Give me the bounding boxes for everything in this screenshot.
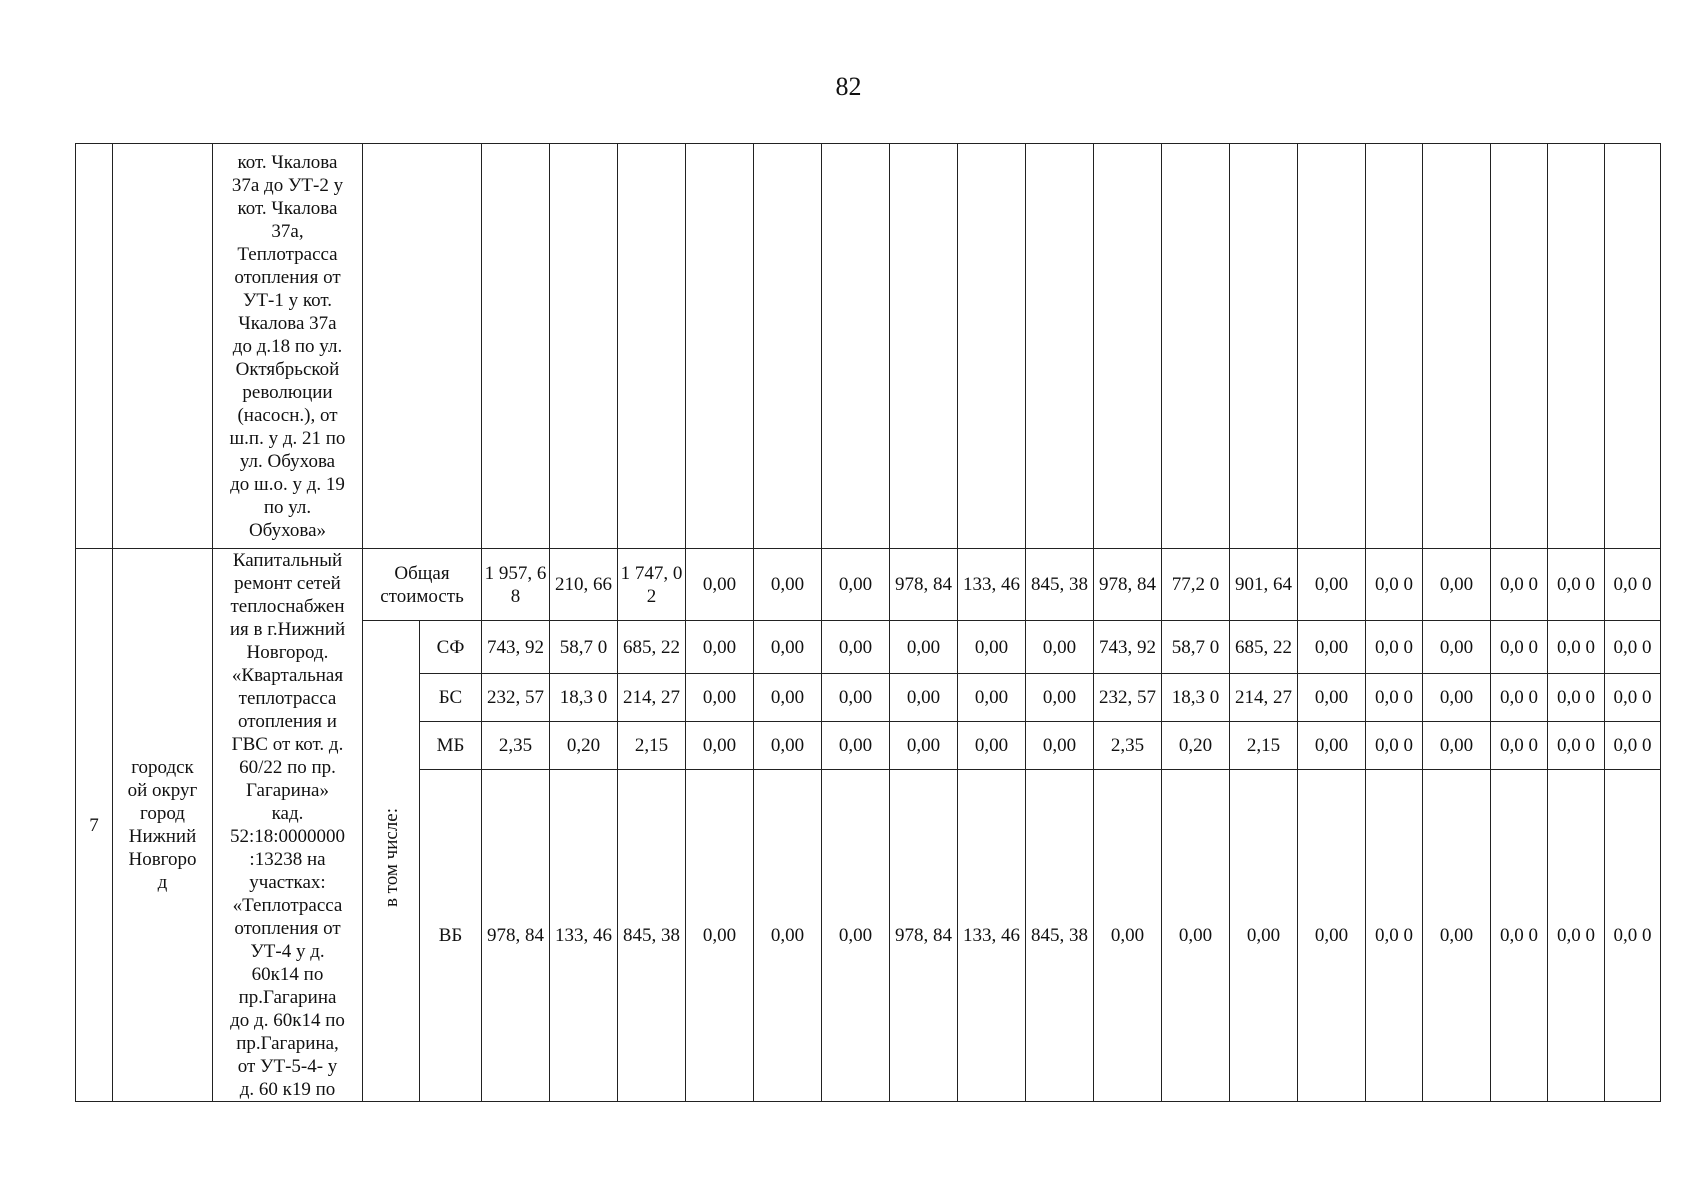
value-cell: 0,00 [822,549,890,621]
value-cell: 0,00 [1298,674,1366,722]
value-cell: 0,0 0 [1548,722,1605,770]
value-cell: 978, 84 [482,770,550,1102]
value-cell: 18,3 0 [1162,674,1230,722]
total-row [76,549,1661,621]
value-cell: 845, 38 [1026,770,1094,1102]
value-cell: 2,35 [482,722,550,770]
value-cell: 0,00 [686,549,754,621]
continuation-row [76,144,1661,549]
page-number: 82 [835,72,862,101]
value-cell: 0,00 [958,674,1026,722]
value-cell: 685, 22 [1230,621,1298,674]
value-cell: 0,00 [686,674,754,722]
value-cell: 133, 46 [550,770,618,1102]
value-cell: 978, 84 [890,770,958,1102]
value-cell: 1 747, 02 [618,549,686,621]
value-cell: 0,00 [890,621,958,674]
value-cell: 0,00 [822,674,890,722]
value-cell: 0,00 [754,770,822,1102]
value-cell: 0,0 0 [1605,722,1661,770]
financing-table [75,143,1661,1102]
value-cell: 0,00 [822,621,890,674]
value-cell: 0,0 0 [1605,674,1661,722]
value-cell: 0,0 0 [1548,549,1605,621]
value-cell: 232, 57 [1094,674,1162,722]
value-cell: 2,15 [1230,722,1298,770]
source-code: СФ [420,621,482,674]
value-cell: 2,15 [618,722,686,770]
value-cell: 0,0 0 [1605,770,1661,1102]
value-cell: 0,0 0 [1605,549,1661,621]
value-cell: 214, 27 [618,674,686,722]
value-cell: 0,00 [1298,770,1366,1102]
value-cell: 133, 46 [958,770,1026,1102]
value-cell: 0,00 [1423,549,1491,621]
value-cell: 0,00 [686,621,754,674]
municipality: городск ой округ город Нижний Новгоро д [113,549,213,1102]
value-cell: 0,0 0 [1491,621,1548,674]
value-cell: 0,00 [822,722,890,770]
value-cell: 0,20 [550,722,618,770]
source-code: БС [420,674,482,722]
value-cell: 0,00 [754,549,822,621]
value-cell: 0,00 [686,770,754,1102]
value-cell: 0,00 [1094,770,1162,1102]
value-cell: 0,00 [1162,770,1230,1102]
value-cell: 0,0 0 [1548,674,1605,722]
value-cell: 0,00 [890,722,958,770]
value-cell: 0,00 [686,722,754,770]
value-cell: 0,00 [822,770,890,1102]
value-cell: 0,0 0 [1366,549,1423,621]
project-description: Капитальный ремонт сетей теплоснабжен ия в г.Нижний Новгород. «Квартальная теплотрасса отопления и ГВС от кот. д. 60/22 по пр. Гагарина» кад. 52:18:0000000 :13238 на участках: «Теплотрасса отопления от УТ-4 у д. 60к14 по пр.Гагарина до д. 60к14 по пр.Гагарина, от УТ-5-4- у д. 60 к19 по [213,549,363,1102]
total-cost-label: Общая стоимость [363,549,482,621]
value-cell: 210, 66 [550,549,618,621]
value-cell: 743, 92 [1094,621,1162,674]
value-cell: 978, 84 [890,549,958,621]
value-cell: 77,2 0 [1162,549,1230,621]
continuation-description: кот. Чкалова 37а до УТ-2 у кот. Чкалова 37а, Теплотрасса отопления от УТ-1 у кот. Чкалова 37а до д.18 по ул. Октябрьской революции (насосн.), от ш.п. у д. 21 по ул. Обухова до ш.о. у д. 19 по ул. Обухова» [213,144,363,549]
value-cell: 0,0 0 [1366,621,1423,674]
value-cell: 0,00 [958,722,1026,770]
value-cell: 743, 92 [482,621,550,674]
value-cell: 0,00 [1026,621,1094,674]
value-cell: 0,00 [1298,722,1366,770]
value-cell: 18,3 0 [550,674,618,722]
value-cell: 58,7 0 [1162,621,1230,674]
value-cell: 1 957, 68 [482,549,550,621]
value-cell: 0,0 0 [1491,549,1548,621]
value-cell: 2,35 [1094,722,1162,770]
value-cell: 0,00 [1423,621,1491,674]
value-cell: 901, 64 [1230,549,1298,621]
including-label: в том числе: [363,621,420,1102]
value-cell: 0,00 [754,621,822,674]
value-cell: 0,00 [1026,674,1094,722]
value-cell: 0,0 0 [1491,770,1548,1102]
value-cell: 0,0 0 [1366,674,1423,722]
value-cell: 845, 38 [1026,549,1094,621]
value-cell: 58,7 0 [550,621,618,674]
value-cell: 0,0 0 [1605,621,1661,674]
source-code: ВБ [420,770,482,1102]
value-cell: 0,00 [1423,674,1491,722]
value-cell: 0,00 [754,674,822,722]
value-cell: 214, 27 [1230,674,1298,722]
value-cell: 0,00 [890,674,958,722]
value-cell: 0,00 [1298,549,1366,621]
value-cell: 0,00 [1298,621,1366,674]
value-cell: 0,00 [754,722,822,770]
value-cell: 0,0 0 [1366,770,1423,1102]
value-cell: 0,00 [1423,722,1491,770]
value-cell: 0,0 0 [1548,770,1605,1102]
value-cell: 0,00 [1423,770,1491,1102]
value-cell: 845, 38 [618,770,686,1102]
value-cell: 0,20 [1162,722,1230,770]
value-cell: 232, 57 [482,674,550,722]
value-cell: 0,00 [958,621,1026,674]
source-code: МБ [420,722,482,770]
value-cell: 685, 22 [618,621,686,674]
value-cell: 978, 84 [1094,549,1162,621]
value-cell: 0,0 0 [1491,722,1548,770]
value-cell: 0,00 [1230,770,1298,1102]
value-cell: 0,0 0 [1366,722,1423,770]
row-number: 7 [76,549,113,1102]
value-cell: 133, 46 [958,549,1026,621]
value-cell: 0,00 [1026,722,1094,770]
value-cell: 0,0 0 [1491,674,1548,722]
value-cell: 0,0 0 [1548,621,1605,674]
